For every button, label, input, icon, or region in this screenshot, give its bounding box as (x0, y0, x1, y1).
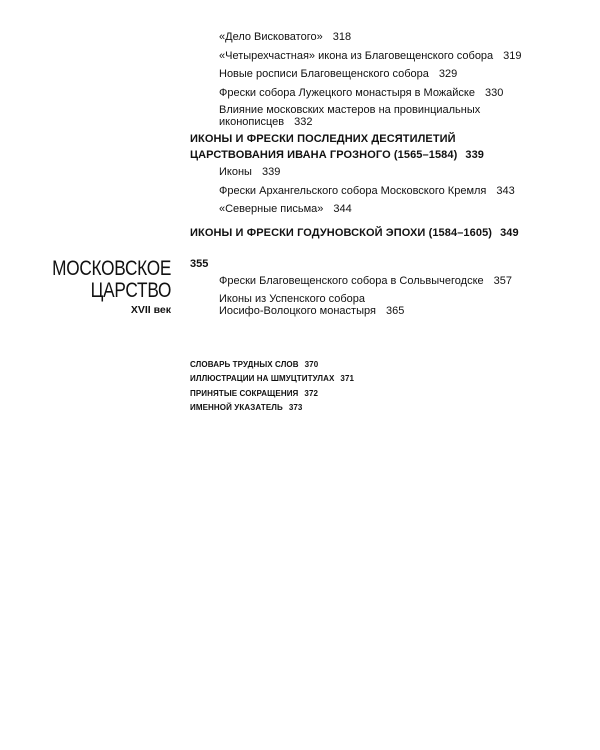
toc-entry-title-cont: иконописцев (219, 116, 285, 128)
toc-chapter-page: 339 (465, 148, 485, 161)
toc-entry[interactable] (190, 67, 570, 83)
back-matter-entry[interactable] (190, 401, 354, 415)
section-century: XVII век (130, 304, 171, 316)
back-matter-entry[interactable] (190, 372, 354, 386)
toc-entry[interactable] (190, 165, 570, 181)
toc-entry-title: Фрески собора Лужецкого монастыря в Можайске (219, 86, 475, 99)
toc-entry-page: 343 (496, 184, 515, 197)
toc-entry-title: «Северные письма» (219, 203, 324, 215)
back-matter-title: СЛОВАРЬ ТРУДНЫХ СЛОВ (190, 360, 299, 369)
toc-entry-page: 357 (493, 275, 512, 287)
toc-chapter-title: ИКОНЫ И ФРЕСКИ ПОСЛЕДНИХ ДЕСЯТИЛЕТИЙ (190, 133, 456, 145)
toc-continuation (190, 30, 570, 243)
back-matter-title: ИЛЛЮСТРАЦИИ НА ШМУЦТИТУЛАХ (190, 374, 335, 384)
back-matter-list (190, 358, 354, 415)
toc-entry-page: 318 (332, 31, 352, 43)
toc-entry-page: 332 (294, 116, 313, 128)
toc-entry-title: Иконы (219, 166, 252, 178)
toc-entry[interactable] (219, 293, 579, 317)
toc-entry[interactable] (190, 184, 570, 200)
toc-entry-title: Влияние московских мастеров на провинциальных (219, 104, 481, 116)
toc-entry-title: Новые росписи Благовещенского собора (219, 68, 429, 80)
back-matter-entry[interactable] (190, 387, 354, 401)
back-matter-page: 371 (340, 374, 355, 384)
toc-entry[interactable] (190, 49, 570, 65)
back-matter-entry[interactable] (190, 358, 354, 372)
back-matter-title: ИМЕННОЙ УКАЗАТЕЛЬ (190, 402, 283, 412)
section-page-number[interactable]: 355 (190, 258, 209, 270)
toc-chapter-page: 349 (500, 226, 519, 239)
section-title (26, 258, 171, 316)
toc-entry-title: «Дело Висковатого» (219, 31, 323, 43)
toc-entry[interactable] (190, 30, 570, 46)
section-title-line: ЦАРСТВО (90, 279, 171, 302)
toc-chapter-title: ИКОНЫ И ФРЕСКИ ГОДУНОВСКОЙ ЭПОХИ (1584–1605) (190, 226, 493, 239)
toc-chapter[interactable] (190, 132, 570, 163)
toc-entry-title: «Четырехчастная» икона из Благовещенского собора (219, 49, 494, 62)
toc-entry[interactable] (219, 274, 579, 290)
toc-chapter-title-cont: ЦАРСТВОВАНИЯ ИВАНА ГРОЗНОГО (1565–1584) (190, 148, 458, 161)
toc-entry-page: 329 (438, 68, 458, 80)
back-matter-page: 370 (304, 360, 319, 369)
back-matter-page: 373 (288, 402, 303, 412)
back-matter-page: 372 (304, 388, 319, 398)
toc-entry-page: 339 (261, 166, 281, 178)
toc-entry-page: 330 (484, 86, 504, 99)
toc-entry[interactable] (190, 86, 570, 102)
toc-entry[interactable] (190, 202, 570, 218)
toc-entry-page: 319 (503, 49, 522, 62)
toc-entry-title-cont: Иосифо-Волоцкого монастыря (219, 304, 376, 317)
back-matter-title: ПРИНЯТЫЕ СОКРАЩЕНИЯ (190, 388, 299, 398)
toc-entry-page: 344 (333, 203, 352, 215)
toc-entry-title: Фрески Благовещенского собора в Сольвычегодске (219, 275, 484, 287)
toc-entry[interactable] (190, 104, 570, 128)
toc-entry-page: 365 (385, 304, 405, 317)
toc-chapter[interactable] (190, 226, 570, 242)
toc-entry-title: Фрески Архангельского собора Московского Кремля (219, 184, 487, 197)
section-title-line: МОСКОВСКОЕ (51, 257, 171, 280)
section-entries (219, 274, 579, 320)
toc-entry-title: Иконы из Успенского собора (219, 292, 366, 305)
